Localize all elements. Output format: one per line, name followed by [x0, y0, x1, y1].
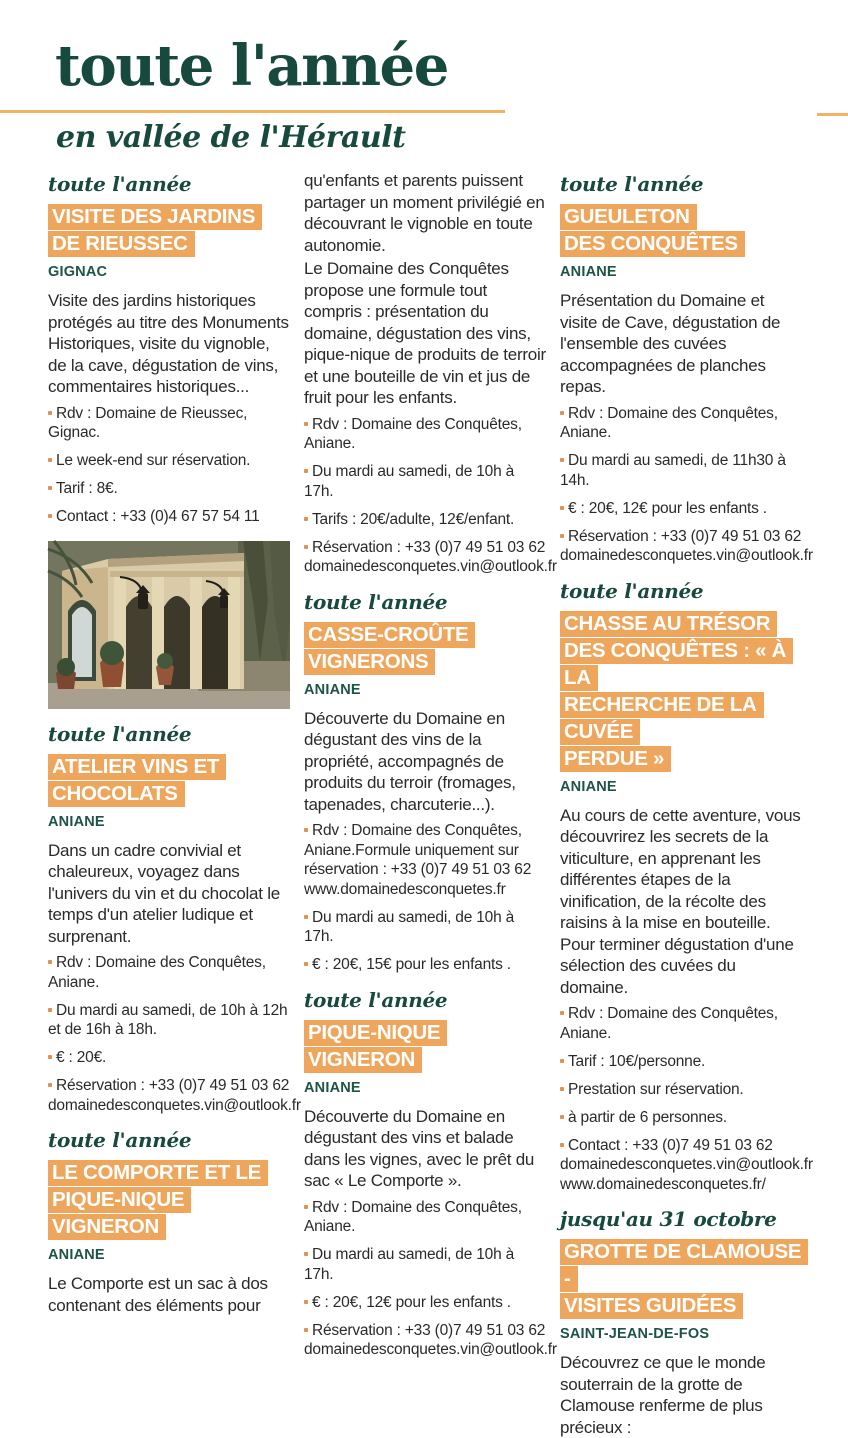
bullet-dot: [48, 960, 52, 964]
event-title-highlight: VISITE DES JARDINS DE RIEUSSEC: [48, 204, 262, 257]
event-bullet: [560, 1136, 813, 1195]
bullet-dot: [304, 1328, 308, 1332]
event-title: [48, 203, 290, 257]
bullet-dot: [304, 469, 308, 473]
event-kicker: toute l'année: [48, 721, 192, 746]
bullet-dot: [560, 1143, 564, 1147]
column-3: [560, 170, 813, 1437]
event-paragraph: qu'enfants et parents puissent partager un moment privilégié en découvrant le vignoble en toute autonomie.: [304, 171, 545, 255]
bullet-dot: [48, 411, 52, 415]
event-bullet-text: € : 20€, 12€ pour les enfants .: [568, 499, 767, 517]
event-bullet: [304, 908, 546, 947]
column-2: [304, 170, 557, 1358]
event-bullet: [304, 1245, 546, 1284]
event-title: [48, 1159, 290, 1240]
event-bullet-text: € : 20€, 15€ pour les enfants .: [312, 956, 511, 973]
event-bullet: [304, 1293, 546, 1313]
event-paragraph: Découverte du Domaine en dégustant des vins de la propriété, accompagnés de produits du terroir (fromages, tapenades, charcuterie...).: [304, 708, 516, 814]
event-bullet: [560, 404, 802, 443]
event-bullet: [304, 1198, 546, 1237]
event-bullet-text: à partir de 6 personnes.: [568, 1108, 727, 1126]
event-paragraph: Découvrez ce que le monde souterrain de la grotte de Clamouse renferme de plus précieux :: [560, 1353, 766, 1437]
event-bullet: [304, 510, 546, 530]
event-title: [560, 610, 802, 772]
event-title-highlight: CASSE-CROÛTE VIGNERONS: [304, 622, 475, 675]
bullet-dot: [560, 411, 564, 415]
event-bullet: [304, 821, 546, 899]
bullet-dot: [48, 486, 52, 490]
bullet-dot: [48, 1008, 52, 1012]
event-title: [48, 753, 290, 807]
event-bullet: [304, 1321, 557, 1360]
event-bullet: [48, 1048, 290, 1068]
event-city: SAINT-JEAN-DE-FOS: [560, 1326, 710, 1342]
event-kicker: toute l'année: [48, 1128, 192, 1152]
event-bullet: [48, 1001, 290, 1040]
header-rule-right: [817, 113, 848, 116]
event-block: [304, 170, 557, 577]
event-bullet-text: Prestation sur réservation.: [568, 1080, 744, 1098]
bullet-dot: [560, 534, 564, 538]
event-bullet-text: Tarif : 8€.: [56, 480, 118, 497]
event-bullet: [48, 479, 290, 499]
event-block: [304, 590, 546, 975]
page-title: toute l'année: [55, 33, 448, 99]
page-subtitle: en vallée de l'Hérault: [56, 120, 406, 155]
column-1: [48, 170, 301, 1315]
columns: [48, 170, 813, 1437]
event-bullet: [48, 507, 290, 527]
event-block: [48, 721, 301, 1116]
domaine-photo-illustration: [48, 541, 290, 709]
event-bullet: [48, 953, 290, 992]
event-bullet: [560, 1080, 802, 1100]
event-city: ANIANE: [560, 778, 617, 795]
bullet-dot: [560, 506, 564, 510]
event-paragraph: Découverte du Domaine en dégustant des vins et balade dans les vignes, avec le prêt du sac « Le Comporte ».: [304, 1106, 535, 1190]
event-kicker: toute l'année: [304, 589, 448, 614]
event-title: [560, 203, 802, 257]
event-bullet-text: Du mardi au samedi, de 10h à 17h.: [304, 908, 515, 945]
event-title-highlight: CHASSE AU TRÉSOR DES CONQUÊTES : « À LA RECHERCHE DE LA CUVÉE PERDUE »: [560, 611, 793, 772]
event-paragraph: Au cours de cette aventure, vous découvrirez les secrets de la viticulture, en apprenant les différentes étapes de la vinification, de la récolte des raisins à la mise en bouteille. Pour terminer dégustation d'une sélection des cuvées du domaine.: [560, 805, 801, 997]
event-bullet-text: Rdv : Domaine des Conquêtes, Aniane.Formule uniquement sur réservation : +33 (0)7 49 51 03 62 www.domainedesconquetes.fr: [304, 822, 532, 898]
event-bullet-text: Rdv : Domaine des Conquêtes, Aniane.: [48, 954, 266, 991]
bullet-dot: [560, 1059, 564, 1063]
event-bullet-text: Rdv : Domaine de Rieussec, Gignac.: [48, 404, 248, 441]
event-bullet: [48, 404, 290, 443]
event-bullet-text: Tarifs : 20€/adulte, 12€/enfant.: [312, 510, 515, 528]
event-city: ANIANE: [48, 813, 105, 830]
event-bullet-text: Rdv : Domaine des Conquêtes, Aniane.: [304, 415, 522, 452]
bullet-dot: [304, 422, 308, 426]
event-paragraph: Le Domaine des Conquêtes propose une formule tout compris : présentation du domaine, dégustation des vins, pique-nique de produits de terroir et une bouteille de vin et jus de fruit pour les enfants.: [304, 259, 546, 407]
event-bullet-text: Du mardi au samedi, de 10h à 17h.: [304, 1246, 515, 1283]
event-bullet-text: € : 20€.: [56, 1049, 107, 1066]
bullet-dot: [304, 962, 308, 966]
event-bullet-text: Réservation : +33 (0)7 49 51 03 62 domainedesconquetes.vin@outlook.fr: [48, 1077, 301, 1114]
event-title-highlight: PIQUE-NIQUE VIGNERON: [304, 1020, 447, 1073]
event-title-highlight: GUEULETON DES CONQUÊTES: [560, 204, 745, 257]
event-bullet-text: Tarif : 10€/personne.: [568, 1052, 706, 1070]
bullet-dot: [48, 1055, 52, 1059]
event-block: [560, 172, 813, 566]
event-bullet-text: Réservation : +33 (0)7 49 51 03 62 domainedesconquetes.vin@outlook.fr: [304, 1321, 557, 1358]
bullet-dot: [560, 1087, 564, 1091]
event-kicker: toute l'année: [560, 578, 704, 603]
event-bullet-text: Rdv : Domaine des Conquêtes, Aniane.: [304, 1198, 522, 1235]
event-city: ANIANE: [560, 264, 617, 280]
event-city: GIGNAC: [48, 264, 108, 280]
bullet-dot: [560, 458, 564, 462]
header-rule-left: [0, 110, 505, 113]
bullet-dot: [560, 1115, 564, 1119]
event-block: [560, 578, 813, 1195]
event-bullet: [560, 1004, 802, 1043]
bullet-dot: [304, 915, 308, 919]
bullet-dot: [304, 545, 308, 549]
event-bullet-text: Rdv : Domaine des Conquêtes, Aniane.: [560, 404, 778, 441]
event-bullet-text: Contact : +33 (0)4 67 57 54 11: [56, 508, 260, 525]
event-bullet-text: Contact : +33 (0)7 49 51 03 62 domainedesconquetes.vin@outlook.fr www.domainedesconquetes.fr/: [560, 1136, 813, 1193]
event-title: [304, 621, 546, 675]
bullet-dot: [304, 1205, 308, 1209]
event-block: [304, 987, 557, 1360]
event-bullet-text: Le week-end sur réservation.: [56, 452, 251, 469]
event-bullet: [304, 462, 546, 501]
event-city: ANIANE: [48, 1247, 105, 1263]
event-paragraph: Le Comporte est un sac à dos contenant des éléments pour: [48, 1274, 268, 1315]
event-bullet-text: € : 20€, 12€ pour les enfants .: [312, 1293, 511, 1311]
event-kicker: toute l'année: [48, 172, 192, 196]
event-title-highlight: ATELIER VINS ET CHOCOLATS: [48, 754, 226, 807]
event-kicker: jusqu'au 31 octobre: [560, 1207, 777, 1231]
bullet-dot: [304, 1300, 308, 1304]
event-city: ANIANE: [304, 681, 361, 698]
bullet-dot: [48, 1083, 52, 1087]
event-bullet: [560, 1052, 802, 1072]
bullet-dot: [304, 1252, 308, 1256]
event-block: [48, 172, 290, 527]
bullet-dot: [48, 458, 52, 462]
event-paragraph: Dans un cadre convivial et chaleureux, voyagez dans l'univers du vin et du chocolat le temps d'un atelier ludique et surprenant.: [48, 840, 280, 946]
bullet-dot: [48, 514, 52, 518]
event-bullet: [560, 499, 802, 519]
bullet-dot: [560, 1011, 564, 1015]
event-block: [560, 1207, 802, 1438]
event-bullet-text: Du mardi au samedi, de 10h à 12h et de 16h à 18h.: [48, 1001, 288, 1038]
event-bullet: [560, 451, 802, 490]
event-bullet-text: Réservation : +33 (0)7 49 51 03 62 domainedesconquetes.vin@outlook.fr: [304, 538, 557, 575]
event-bullet: [48, 1076, 301, 1115]
event-title-highlight: GROTTE DE CLAMOUSE - VISITES GUIDÉES: [560, 1239, 808, 1319]
event-title: [560, 1238, 802, 1319]
event-title-highlight: LE COMPORTE ET LE PIQUE-NIQUE VIGNERON: [48, 1160, 268, 1240]
event-kicker: toute l'année: [304, 987, 448, 1012]
event-city: ANIANE: [304, 1079, 361, 1096]
event-paragraph: Présentation du Domaine et visite de Cave, dégustation de l'ensemble des cuvées accompagnées de planches repas.: [560, 291, 781, 396]
event-title: [304, 1019, 546, 1073]
bullet-dot: [304, 828, 308, 832]
event-block: [48, 1128, 290, 1316]
event-bullet-text: Rdv : Domaine des Conquêtes, Aniane.: [560, 1005, 778, 1042]
domaine-photo: [48, 541, 290, 709]
event-bullet: [48, 451, 290, 471]
bullet-dot: [304, 517, 308, 521]
event-bullet-text: Réservation : +33 (0)7 49 51 03 62 domainedesconquetes.vin@outlook.fr: [560, 527, 813, 564]
event-paragraph: Visite des jardins historiques protégés au titre des Monuments Historiques, visite du vignoble, de la cave, dégustation de vins, commentaires historiques...: [48, 291, 289, 396]
event-bullet: [304, 415, 546, 454]
event-bullet: [560, 1108, 802, 1128]
event-bullet-text: Du mardi au samedi, de 10h à 17h.: [304, 463, 515, 500]
event-bullet: [560, 527, 813, 566]
event-bullet: [304, 538, 557, 577]
event-bullet: [304, 955, 546, 975]
event-bullet-text: Du mardi au samedi, de 11h30 à 14h.: [560, 452, 786, 489]
event-kicker: toute l'année: [560, 172, 704, 196]
